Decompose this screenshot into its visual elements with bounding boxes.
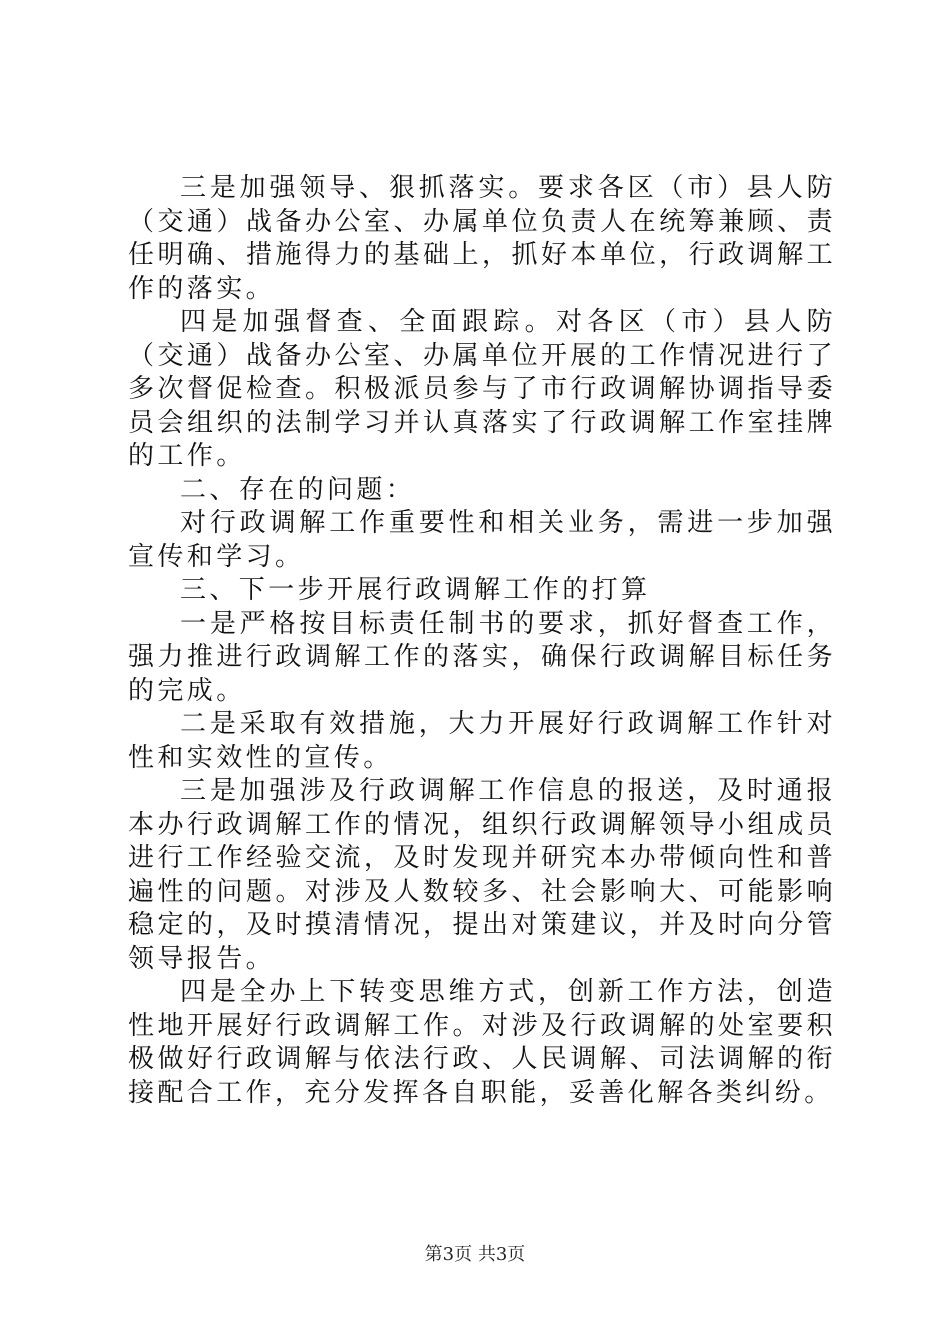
paragraph-supervision-tracking: 四是加强督查、全面跟踪。对各区（市）县人防（交通）战备办公室、办属单位开展的工作情况进行了多次督促检查。积极派员参与了市行政调解协调指导委员会组织的法制学习并认真落实了行政调解工作室挂牌的工作。 xyxy=(128,307,836,471)
paragraph-next-step-1: 一是严格按目标责任制书的要求，抓好督查工作，强力推进行政调解工作的落实，确保行政调解目标任务的完成。 xyxy=(128,608,836,706)
paragraph-strengthen-leadership: 三是加强领导、狠抓落实。要求各区（市）县人防（交通）战备办公室、办属单位负责人在统筹兼顾、责任明确、措施得力的基础上，抓好本单位，行政调解工作的落实。 xyxy=(128,173,836,304)
section-heading-next-steps: 三、下一步开展行政调解工作的打算 xyxy=(180,575,651,605)
document-body xyxy=(128,172,836,1110)
paragraph-next-step-4: 四是全办上下转变思维方式，创新工作方法，创造性地开展好行政调解工作。对涉及行政调解的处室要积极做好行政调解与依法行政、人民调解、司法调解的衔接配合工作，充分发挥各自职能，妥善化解各类纠纷。 xyxy=(128,977,836,1108)
paragraph-next-step-2: 二是采取有效措施，大力开展好行政调解工作针对性和实效性的宣传。 xyxy=(128,709,836,773)
paragraph-next-step-3: 三是加强涉及行政调解工作信息的报送，及时通报本办行政调解工作的情况，组织行政调解领导小组成员进行工作经验交流，及时发现并研究本办带倾向性和普遍性的问题。对涉及人数较多、社会影响大、可能影响稳定的，及时摸清情况，提出对策建议，并及时向分管领导报告。 xyxy=(128,776,836,974)
paragraph-problems: 对行政调解工作重要性和相关业务，需进一步加强宣传和学习。 xyxy=(128,508,836,572)
page-number-footer: 第3页 共3页 xyxy=(424,1244,526,1265)
section-heading-problems: 二、存在的问题： xyxy=(180,474,416,505)
